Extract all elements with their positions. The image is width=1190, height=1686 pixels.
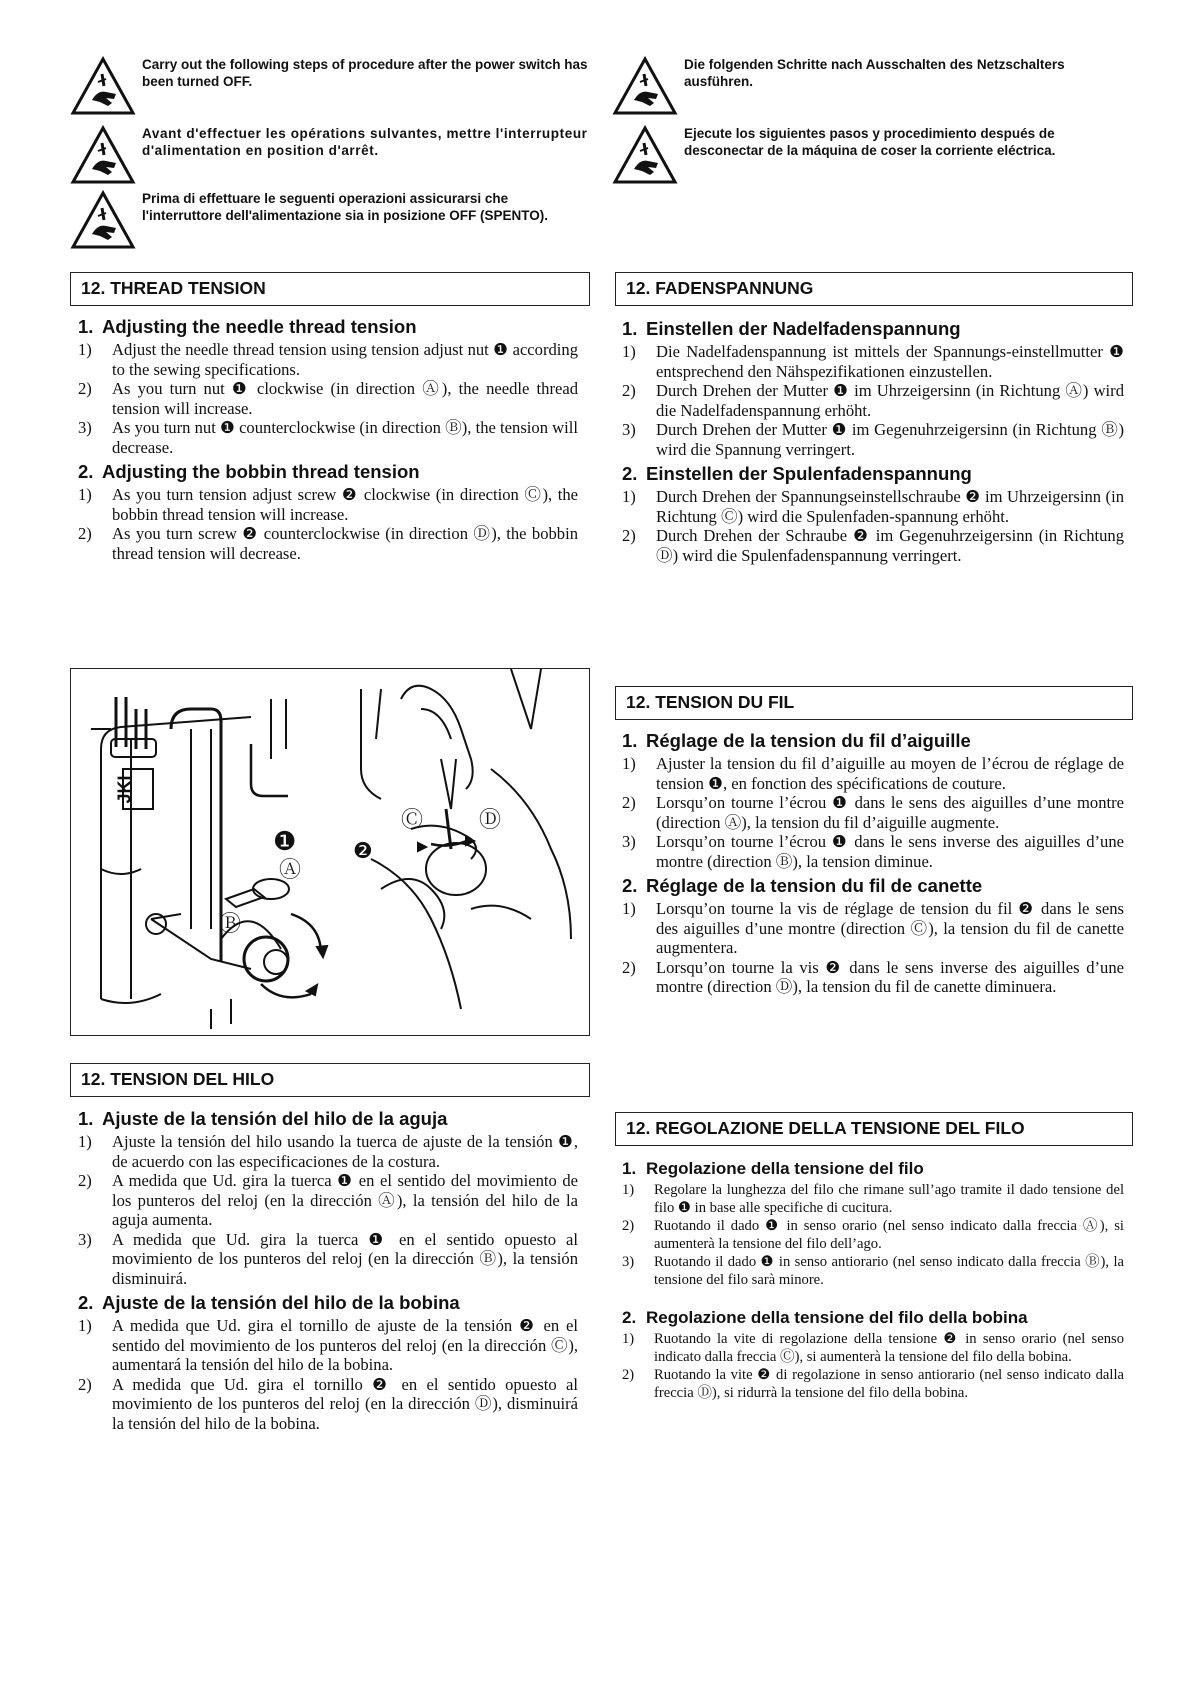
step: 2) Durch Drehen der Mutter ❶ im Uhrzeigersinn (in Richtung Ⓐ) wird die Nadelfadenspannung erhöht.	[622, 381, 1124, 420]
subsection-title: 2. Réglage de la tension du fil de canette	[622, 875, 983, 896]
subsection-title: 2. Adjusting the bobbin thread tension	[78, 461, 420, 482]
tension-figure	[70, 668, 590, 1036]
step: 1) Durch Drehen der Spannungseinstellschraube ❷ im Uhrzeigersinn (in Richtung Ⓒ) wird die Spulenfaden-spannung erhöht.	[622, 487, 1124, 526]
direction-a-label: Ⓐ	[279, 858, 302, 883]
section-title-en: 12. THREAD TENSION	[70, 272, 590, 306]
warning-text: Avant d'effectuer les opérations sulvantes, mettre l'interrupteur d'alimentation en position d'arrêt.	[142, 126, 588, 158]
section-it	[622, 1154, 1124, 1402]
direction-b-label: Ⓑ	[219, 912, 242, 937]
step: 1) Die Nadelfadenspannung ist mittels der Spannungs-einstellmutter ❶ entsprechend den Nähspezifikationen einzustellen.	[622, 342, 1124, 381]
step: 2) Lorsqu’on tourne la vis ❷ dans le sens inverse des aiguilles d’une montre (direction Ⓓ), la tension du fil de canette diminuera.	[622, 957, 1124, 996]
tension-illustration	[71, 669, 588, 1034]
subsection-title: 1. Réglage de la tension du fil d’aiguille	[622, 730, 971, 751]
subsection-title: 1. Ajuste de la tensión del hilo de la aguja	[78, 1108, 448, 1129]
step: 2) Ruotando la vite ❷ di regolazione in senso antiorario (nel senso indicato dalla freccia Ⓓ), si ridurrà la tensione del filo della bobina.	[622, 1367, 1124, 1401]
screw-label: ❷	[353, 839, 373, 864]
warning-de	[612, 56, 1132, 116]
section-fr	[622, 726, 1124, 997]
step: 1) A medida que Ud. gira el tornillo de ajuste de la tensión ❷ en el sentido del movimiento de los punteros del reloj (en la dirección Ⓒ), aumentará la tensión del hilo de la bobina.	[78, 1316, 578, 1374]
step: 1) Lorsqu’on tourne la vis de réglage de tension du fil ❷ dans le sens des aiguilles d’une montre (direction Ⓒ), la tension du fil de canette augmentera.	[622, 899, 1124, 957]
brand-label: JKI	[114, 775, 135, 804]
step: 1) Ruotando la vite di regolazione della tensione ❷ in senso orario (nel senso indicato dalla freccia Ⓒ), si aumenterà la tensione del filo della bobina.	[622, 1331, 1124, 1365]
step: 2) As you turn nut ❶ clockwise (in direction Ⓐ), the needle thread tension will increase.	[78, 379, 578, 418]
section-es	[78, 1104, 578, 1433]
step: 1) Regolare la lunghezza del filo che rimane sull’ago tramite il dado tensione del filo ❶ in base alle specifiche di cucitura.	[622, 1182, 1124, 1216]
subsection-title: 1. Regolazione della tensione del filo	[622, 1159, 924, 1178]
step: 3) A medida que Ud. gira la tuerca ❶ en el sentido opuesto al movimiento de los punteros del reloj (en la dirección Ⓑ), la tensión disminuirá.	[78, 1229, 578, 1288]
section-title-de: 12. FADENSPANNUNG	[615, 272, 1133, 306]
step: 1) As you turn tension adjust screw ❷ clockwise (in direction Ⓒ), the bobbin thread tension will increase.	[78, 485, 578, 524]
nut-label: ❶	[273, 827, 297, 857]
caution-hand-icon	[612, 56, 678, 116]
subsection-title: 1. Adjusting the needle thread tension	[78, 316, 417, 337]
warning-es	[612, 125, 1134, 185]
step: 1) Ajuster la tension du fil d’aiguille au moyen de l’écrou de réglage de tension ❶, en fonction des spécifications de couture.	[622, 754, 1124, 793]
step: 2) A medida que Ud. gira el tornillo ❷ en el sentido opuesto al movimiento de los punteros del reloj (en la dirección Ⓓ), disminuirá la tensión del hilo de la bobina.	[78, 1374, 578, 1433]
warning-text: Die folgenden Schritte nach Ausschalten des Netzschalters ausführen.	[684, 57, 1065, 89]
caution-hand-icon	[70, 190, 136, 250]
section-title-it: 12. REGOLAZIONE DELLA TENSIONE DEL FILO	[615, 1112, 1133, 1146]
step: 2) Lorsqu’on tourne l’écrou ❶ dans le sens des aiguilles d’une montre (direction Ⓐ), la tension du fil d’aiguille augmente.	[622, 793, 1124, 832]
warning-text: Carry out the following steps of procedure after the power switch has been turned OFF.	[142, 57, 588, 89]
subsection-title: 2. Einstellen der Spulenfadenspannung	[622, 463, 972, 484]
caution-hand-icon	[70, 125, 136, 185]
caution-hand-icon	[612, 125, 678, 185]
section-title-fr: 12. TENSION DU FIL	[615, 686, 1133, 720]
section-de	[622, 314, 1124, 565]
step: 3) As you turn nut ❶ counterclockwise (in direction Ⓑ), the tension will decrease.	[78, 418, 578, 457]
section-title-es: 12. TENSION DEL HILO	[70, 1063, 590, 1097]
direction-c-label: Ⓒ	[401, 808, 424, 833]
warning-it	[70, 190, 590, 250]
warning-text: Ejecute los siguientes pasos y procedimiento después de desconectar de la máquina de coser la corriente eléctrica.	[684, 126, 1056, 158]
step: 1) Ajuste la tensión del hilo usando la tuerca de ajuste de la tensión ❶, de acuerdo con las especificaciones de la costura.	[78, 1132, 578, 1171]
step: 3) Ruotando il dado ❶ in senso antiorario (nel senso indicato dalla freccia Ⓑ), la tensione del filo sarà minore.	[622, 1254, 1124, 1288]
step: 2) As you turn screw ❷ counterclockwise (in direction Ⓓ), the bobbin thread tension will decrease.	[78, 524, 578, 563]
subsection-title: 2. Regolazione della tensione del filo della bobina	[622, 1308, 1028, 1327]
step: 2) Ruotando il dado ❶ in senso orario (nel senso indicato dalla freccia Ⓐ), si aumenterà la tensione del filo dell’ago.	[622, 1218, 1124, 1252]
direction-d-label: Ⓓ	[479, 808, 502, 833]
step: 2) A medida que Ud. gira la tuerca ❶ en el sentido del movimiento de los punteros del reloj (en la dirección Ⓐ), la tensión del hilo de la aguja aumenta.	[78, 1171, 578, 1229]
step: 2) Durch Drehen der Schraube ❷ im Gegenuhrzeigersinn (in Richtung Ⓓ) wird die Spulenfadenspannung verringert.	[622, 526, 1124, 565]
step: 3) Durch Drehen der Mutter ❶ im Gegenuhrzeigersinn (in Richtung Ⓑ) wird die Spannung verringert.	[622, 420, 1124, 459]
warning-text: Prima di effettuare le seguenti operazioni assicurarsi che l'interruttore dell'alimentazione sia in posizione OFF (SPENTO).	[142, 191, 548, 223]
warning-en	[70, 56, 590, 116]
caution-hand-icon	[70, 56, 136, 116]
warning-fr	[70, 125, 590, 185]
step: 3) Lorsqu’on tourne l’écrou ❶ dans le sens inverse des aiguilles d’une montre (direction Ⓑ), la tension diminue.	[622, 832, 1124, 871]
section-en	[78, 312, 578, 563]
step: 1) Adjust the needle thread tension using tension adjust nut ❶ according to the sewing specifications.	[78, 340, 578, 379]
subsection-title: 1. Einstellen der Nadelfadenspannung	[622, 318, 961, 339]
subsection-title: 2. Ajuste de la tensión del hilo de la bobina	[78, 1292, 460, 1313]
